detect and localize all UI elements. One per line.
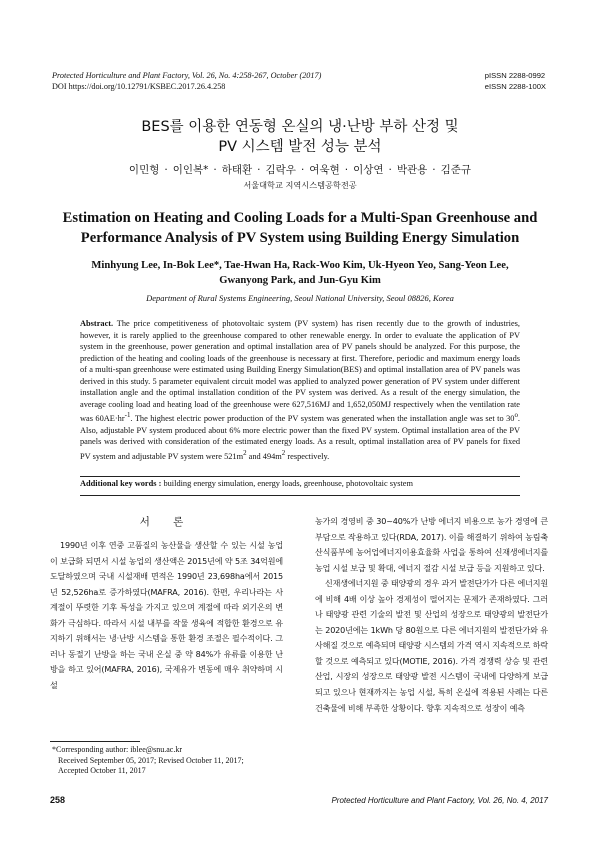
footnote-divider xyxy=(50,741,140,742)
keywords-top-divider xyxy=(80,476,520,477)
korean-author: 하태환 xyxy=(221,164,253,176)
pissn: pISSN 2288-0992 xyxy=(484,71,546,80)
body-paragraph: 1990년 이후 연중 고품질의 농산물을 생산할 수 있는 시설 농업이 보급화 되면서 시설 농업의 생산액은 2015년에 약 5조 34억원에 도달하였으며 국내 시설재배 면적은 1990년 23,698ha에서 2015년 52,526ha로 증가하였다(MAFRA, 2016). 한편, 우리나라는 사계절이 뚜렷한 기후 특성을 가지고 있으며 계절에 따라 외기온의 변화가 극심하다. 따라서 시설 내부를 작물 생육에 적합한 환경으로 유지하기 위해서는 냉·난방 시스템을 통한 환경 조절은 필수적이다. 그러나 동절기 난방을 하는 국내 온실 중 약 84%가 유류를 이용한 난방을 하고 있어(MAFRA, 2016), 국제유가 변동에 매우 취약하며 시설 xyxy=(50,541,283,690)
korean-authors: 이민형 · 이인복* · 하태환 · 김락우 · 여욱현 · 이상연 · 박관용 · 김준규 xyxy=(128,164,472,176)
korean-affiliation: 서울대학교 지역시스템공학전공 xyxy=(243,180,357,190)
english-authors-line1: Minhyung Lee, In-Bok Lee*, Tae-Hwan Ha, Rack-Woo Kim, Uk-Hyeon Yeo, Sang-Yeon Lee, xyxy=(91,260,509,271)
english-title xyxy=(0,208,600,248)
body-column-right xyxy=(315,514,548,716)
keywords-label: Additional key words : xyxy=(80,479,162,488)
eissn: eISSN 2288-100X xyxy=(484,82,546,91)
korean-author: 박관용 xyxy=(396,164,428,176)
page-number: 258 xyxy=(50,795,66,805)
korean-author: 여욱현 xyxy=(309,164,340,176)
abstract xyxy=(80,318,520,462)
accepted-date: Accepted October 11, 2017 xyxy=(58,766,146,776)
abstract-superscript: -1 xyxy=(124,411,131,420)
korean-author: 이민형 xyxy=(128,164,160,176)
section-title: 서 론 xyxy=(139,516,194,528)
korean-title-line2: PV 시스템 발전 성능 분석 xyxy=(218,139,382,155)
journal-header xyxy=(52,70,321,92)
english-authors-line2: Gwanyong Park, and Jun-Gyu Kim xyxy=(219,275,381,286)
english-authors xyxy=(40,258,560,288)
keywords-bottom-divider xyxy=(80,495,520,496)
body-paragraph: 농가의 경영비 중 30~40%가 난방 에너지 비용으로 농가 경영에 큰 부담으로 작용하고 있다(RDA, 2017). 이를 해결하기 위하여 농림축산식품부에 농어업에너지이용효율화 사업을 통하여 신재생에너지를 농업 시설 보급 및 확대, 에너지 절감 시설 보급 등을 지원하고 있다. xyxy=(315,517,548,573)
issn-block xyxy=(485,70,546,92)
body-column-left xyxy=(50,514,283,693)
abstract-label: Abstract. xyxy=(80,319,114,328)
footer-journal-ref: Protected Horticulture and Plant Factory, Vol. 26, No. 4, 2017 xyxy=(331,796,548,805)
abstract-text: . Also, adjustable PV system produced about 6% more electric power than the fixed PV system. Optimal installation area of the PV panels was derived with consideration of the estimated energy loads. As a result, optimal installation area of PV panels for fixed PV system and adjustable PV system were 521m xyxy=(80,414,520,461)
abstract-superscript: 2 xyxy=(281,448,286,457)
keywords-text: building energy simulation, energy loads, greenhouse, photovoltaic system xyxy=(161,479,413,488)
korean-author: 이인복* xyxy=(172,164,209,176)
korean-author: 김준규 xyxy=(440,164,472,176)
abstract-text: and 494m xyxy=(246,451,282,461)
korean-title-line1: BES를 이용한 연동형 온실의 냉·난방 부하 산정 및 xyxy=(141,119,459,135)
doi-line: DOI https://doi.org/10.12791/KSBEC.2017.26.4.258 xyxy=(52,82,226,91)
korean-author: 이상연 xyxy=(353,164,384,176)
abstract-text: respectively. xyxy=(285,451,330,461)
korean-author: 김락우 xyxy=(265,164,296,176)
keywords xyxy=(80,479,520,488)
abstract-superscript: 2 xyxy=(243,448,247,457)
abstract-text: The price competitiveness of photovoltaic system (PV system) has risen recently due to the growth of industries, however, it is rarely applied to the greenhouse compared to other renewable energy. In order to evaluate the application of PV system in the greenhouse, power generation and optimal installation area of PV panels should be analyzed. For this purpose, the prediction of the heating and cooling loads of the greenhouse is necessary at first. Therefore, periodic and maximum energy loads of a multi-span greenhouse were estimated using Building Energy Simulation(BES) and optimal installation area of PV panels was derived in this study. 5 parameter equivalent circuit model was applied to analyzed power generation of PV system under different installation angle and the optimal installation condition of the PV system was derived. As a result of the energy simulation, the average cooling load and heating load of the greenhouse were 627,516MJ and 1,652,050MJ respectively when the ventilation rate was 60AE·hr xyxy=(80,319,520,424)
journal-citation: Protected Horticulture and Plant Factory, Vol. 26, No. 4:258-267, October (2017) xyxy=(52,71,322,80)
abstract-superscript: o xyxy=(514,411,518,420)
received-date: Received September 05, 2017; Revised October 11, 2017; xyxy=(58,755,244,765)
english-title-line2: Performance Analysis of PV System using Building Energy Simulation xyxy=(80,230,520,246)
abstract-text: . The highest electric power production of the PV system was generated when the installation angle was set to 30 xyxy=(130,414,515,424)
english-affiliation: Department of Rural Systems Engineering, Seoul National University, Seoul 08826, Korea xyxy=(146,293,454,303)
footnote xyxy=(52,745,292,777)
corresponding-author: *Corresponding author: iblee@snu.ac.kr xyxy=(52,745,183,754)
korean-title xyxy=(0,117,600,157)
body-paragraph: 신재생에너지원 중 태양광의 경우 과거 발전단가가 다른 에너지원에 비해 4배 이상 높아 경제성이 떨어지는 문제가 존재하였다. 그러나 태양광 관련 기술의 발전 및 산업의 성장으로 태양광의 발전단가는 2020년에는 1kWh 당 80원으로 다른 에너지원의 발전단가와 유사해질 것으로 예측되며 태양광 시스템의 가격 역시 지속적으로 하락할 것으로 예측되고 있다(MOTIE, 2016). 가격 경쟁력 상승 및 관련 산업, 시장의 성장으로 태양광 발전 시스템이 국내에 다양하게 보급되고 있으나 현재까지는 농업 시설, 특히 온실에 적용된 사례는 다른 건축물에 비해 부족한 상황이다. 향후 지속적으로 성장이 예측 xyxy=(315,579,548,713)
english-title-line1: Estimation on Heating and Cooling Loads for a Multi-Span Greenhouse and xyxy=(62,210,538,226)
